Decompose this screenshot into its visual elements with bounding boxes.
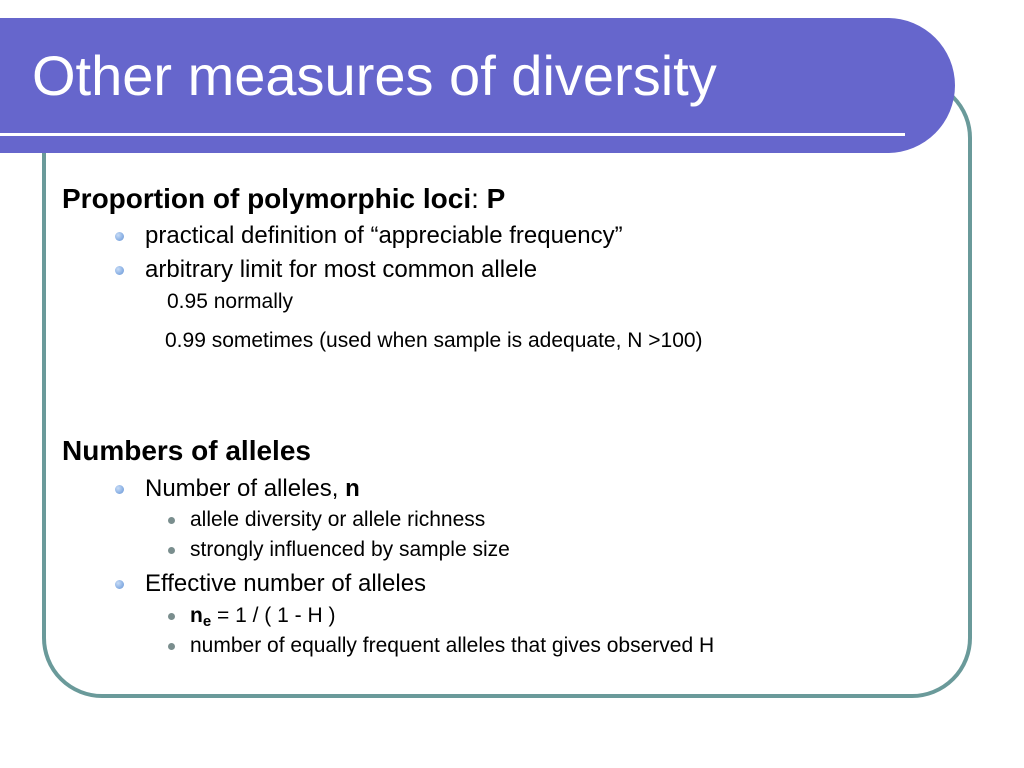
bullet-icon: [115, 580, 124, 589]
formula-subscript: e: [202, 613, 212, 630]
slide-title: Other measures of diversity: [32, 44, 717, 107]
section-heading-polymorphic-loci: [62, 183, 505, 215]
section-heading-numbers-of-alleles: Numbers of alleles: [62, 435, 311, 466]
sub-bullet-sample-size: strongly influenced by sample size: [190, 538, 510, 561]
line-normal-limit: 0.95 normally: [167, 290, 294, 313]
heading-text: Proportion of polymorphic loci: [62, 183, 472, 214]
sub-bullet-icon: [168, 643, 175, 650]
sub-bullet-icon: [168, 517, 175, 524]
sub-bullet-icon: [168, 547, 175, 554]
bullet-number-of-alleles: [145, 475, 360, 503]
item-symbol: n: [345, 475, 360, 502]
bullet-effective-number: Effective number of alleles: [145, 570, 427, 597]
sub-bullet-formula: [190, 604, 335, 628]
bullet-icon: [115, 232, 124, 241]
bullet-icon: [115, 266, 124, 275]
sub-bullet-allele-diversity: allele diversity or allele richness: [190, 508, 486, 531]
title-underline: [0, 133, 905, 136]
bullet-practical-definition: practical definition of “appreciable frequency”: [145, 222, 623, 249]
line-sometimes-limit: 0.99 sometimes (used when sample is adequate, N >100): [165, 329, 703, 352]
sub-bullet-icon: [168, 613, 175, 620]
item-label: Number of alleles,: [145, 475, 346, 502]
formula-symbol: n: [190, 604, 203, 627]
sub-bullet-equally-frequent: number of equally frequent alleles that gives observed H: [190, 634, 715, 657]
bullet-icon: [115, 485, 124, 494]
bullet-arbitrary-limit: arbitrary limit for most common allele: [145, 256, 538, 283]
heading-separator: :: [471, 183, 479, 214]
formula-rest: = 1 / ( 1 - H ): [211, 604, 336, 627]
content-frame: [42, 78, 972, 698]
heading-symbol: P: [486, 183, 506, 214]
